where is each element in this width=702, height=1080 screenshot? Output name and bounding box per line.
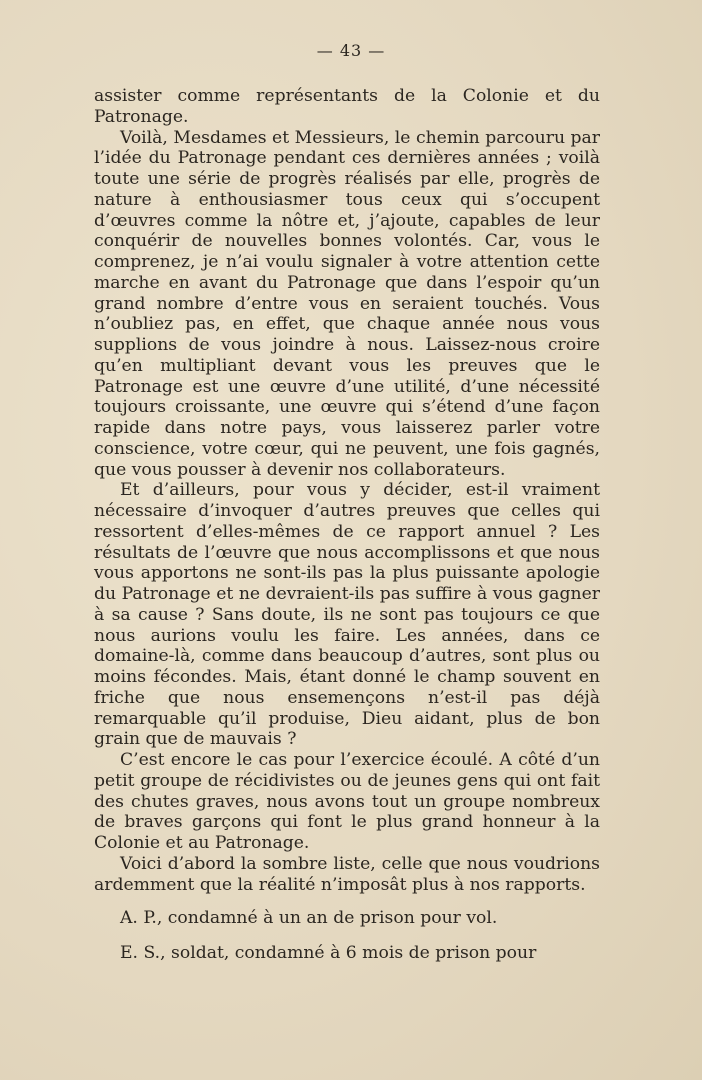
paragraph-progress: Voilà, Mesdames et Messieurs, le chemin parcouru par l’idée du Patronage pendant ces dernières années ; voilà toute une série de progrès réalisés par elle, progrès de nature à enthousiasmer tous ceux qui s’occupent d’œuvres comme la nôtre et, j’ajoute, capables de leur conquérir de nouvelles bonnes volontés. Car, vous le comprenez, je n’ai voulu signaler à votre attention cette marche en avant du Patronage que dans l’espoir qu’un grand nombre d’entre vous en seraient touchés. Vous n’oubliez pas, en effet, que chaque année nous vous supplions de vous joindre à nous. Laissez-nous croire qu’en multipliant devant vous les preuves que le Patronage est une œuvre d’une utilité, d’une nécessité toujours croissante, une œuvre qui s’étend d’une façon rapide dans notre pays, vous laisserez parler votre conscience, votre cœur, qui ne peuvent, une fois gagnés, que vous pousser à devenir nos collaborateurs.	[94, 127, 600, 480]
paragraph-exercise: C’est encore le cas pour l’exercice écoulé. A côté d’un petit groupe de récidivistes ou de jeunes gens qui ont fait des chutes graves, nous avons tout un groupe nombreux de braves garçons qui font le plus grand honneur à la Colonie et au Patronage.	[94, 750, 600, 853]
body-text	[94, 86, 600, 964]
paragraph-continuation: assister comme représentants de la Colonie et du Patronage.	[94, 86, 600, 127]
list-entry-ap: A. P., condamné à un an de prison pour vol.	[120, 908, 498, 929]
page-number: — 43 —	[316, 41, 386, 60]
list-entry-es: E. S., soldat, condamné à 6 mois de prison pour	[120, 943, 537, 963]
paragraph-results: Et d’ailleurs, pour vous y décider, est-il vraiment nécessaire d’invoquer d’autres preuves que celles qui ressortent d’elles-mêmes de ce rapport annuel ? Les résultats de l’œuvre que nous accomplissons et que nous vous apportons ne sont-ils pas la plus puissante apologie du Patronage et ne devraient-ils pas suffire à vous gagner à sa cause ? Sans doute, ils ne sont pas toujours ce que nous aurions voulu les faire. Les années, dans ce domaine-là, comme dans beaucoup d’autres, sont plus ou moins fécondes. Mais, étant donné le champ souvent en friche que nous ensemençons n’est-il pas déjà remarquable qu’il produise, Dieu aidant, plus de bon grain que de mauvais ?	[94, 480, 600, 750]
paragraph-list-intro: Voici d’abord la sombre liste, celle que nous voudrions ardemment que la réalité n’imposât plus à nos rapports.	[94, 853, 600, 895]
